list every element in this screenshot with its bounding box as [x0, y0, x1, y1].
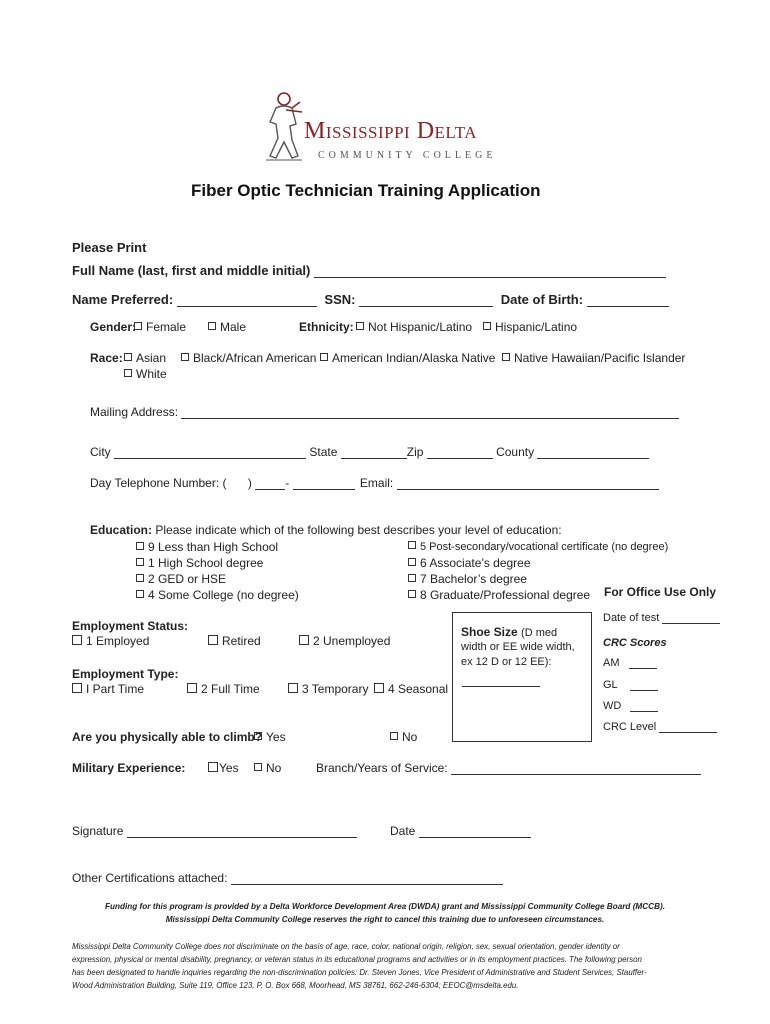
- office-date-of-test: [603, 612, 720, 624]
- form-title: Fiber Optic Technician Training Application: [191, 181, 541, 200]
- wd-field[interactable]: [630, 700, 658, 712]
- checkbox-icon: [72, 683, 82, 693]
- date-of-test-label: Date of test: [603, 612, 660, 624]
- signature-field[interactable]: [127, 826, 357, 838]
- zip-label: Zip: [406, 445, 424, 459]
- edu-opt-1[interactable]: [136, 556, 263, 570]
- office-use-title: For Office Use Only: [604, 585, 717, 599]
- other-cert-field[interactable]: [231, 873, 503, 885]
- ethnicity-not-hispanic-label: Not Hispanic/Latino: [368, 320, 473, 334]
- gender-female[interactable]: [134, 320, 186, 334]
- wd-label: WD: [603, 700, 622, 712]
- edu-opt-8[interactable]: [408, 588, 590, 602]
- dob-field[interactable]: [587, 295, 669, 307]
- climb-no[interactable]: [390, 730, 417, 744]
- edu-opt-1-label: 1 High School degree: [148, 556, 264, 570]
- statesman-figure-icon: [262, 90, 308, 165]
- emp-type-part-time-label: I Part Time: [86, 682, 145, 696]
- logo-name-top: Mississippi Delta: [304, 118, 478, 144]
- funding-line-1: Funding for this program is provided by a Delta Workforce Development Area (DWDA) grant and Mississippi Community College Board (MCCB).: [105, 902, 665, 911]
- military-label: Military Experience:: [72, 761, 186, 775]
- climb-label: Are you physically able to climb?: [72, 730, 263, 744]
- race-black[interactable]: [181, 351, 316, 365]
- race-black-label: Black/African American: [193, 351, 317, 365]
- logo-name-bottom: COMMUNITY COLLEGE: [318, 150, 497, 161]
- edu-opt-4-label: 4 Some College (no degree): [148, 588, 299, 602]
- county-label: County: [496, 445, 535, 459]
- checkbox-icon: [136, 558, 144, 566]
- name-preferred-label: Name Preferred:: [72, 292, 174, 307]
- date-row: [390, 824, 531, 838]
- am-field[interactable]: [629, 657, 657, 669]
- checkbox-icon: [136, 542, 144, 550]
- checkbox-icon: [502, 353, 510, 361]
- education-label: Education:: [90, 523, 152, 537]
- please-print-label: Please Print: [72, 240, 147, 255]
- military-no-label: No: [266, 761, 282, 775]
- checkbox-icon: [288, 683, 298, 693]
- phone-dash: -: [285, 476, 290, 490]
- ethnicity-not-hispanic[interactable]: [356, 320, 472, 334]
- crc-level-label: CRC Level: [603, 721, 657, 733]
- phone-prefix-field[interactable]: [255, 478, 285, 490]
- shoe-size-desc1: (D med: [521, 627, 558, 639]
- shoe-size-desc2: width or EE wide width,: [461, 641, 575, 653]
- city-row: [90, 445, 649, 459]
- edu-opt-5[interactable]: [408, 541, 668, 553]
- checkbox-icon: [408, 558, 416, 566]
- ethnicity-hispanic[interactable]: [483, 320, 577, 334]
- zip-field[interactable]: [427, 447, 493, 459]
- mailing-row: [90, 405, 679, 419]
- emp-status-retired[interactable]: [208, 634, 261, 648]
- gender-label: Gender:: [90, 320, 137, 334]
- crc-level-field[interactable]: [659, 721, 717, 733]
- race-native-hawaiian-label: Native Hawaiian/Pacific Islander: [514, 351, 686, 365]
- full-name-field[interactable]: [314, 266, 666, 278]
- race-american-indian[interactable]: [320, 351, 495, 365]
- email-label: Email:: [359, 476, 394, 490]
- state-field[interactable]: [341, 447, 407, 459]
- emp-type-full-time[interactable]: [187, 682, 260, 696]
- office-am: [603, 657, 657, 669]
- edu-opt-2-label: 2 GED or HSE: [148, 572, 227, 586]
- office-wd: [603, 700, 658, 712]
- gender-male[interactable]: [208, 320, 246, 334]
- date-of-test-field[interactable]: [662, 612, 720, 624]
- military-no[interactable]: [254, 761, 281, 775]
- emp-type-seasonal[interactable]: [374, 682, 448, 696]
- military-yes-label: Yes: [219, 761, 239, 775]
- am-label: AM: [603, 657, 620, 669]
- other-cert-label: Other Certifications attached:: [72, 871, 228, 885]
- checkbox-icon: [408, 590, 416, 598]
- office-crc-scores: CRC Scores: [603, 637, 667, 649]
- nondisc-line-3: has been designated to handle inquiries regarding the non-discrimination policies: Dr. Steven Jones, Vice President of Administrative and Student Services, Stauffer-: [72, 968, 647, 977]
- name-ssn-dob-row: [72, 292, 669, 307]
- state-label: State: [309, 445, 338, 459]
- edu-opt-6-label: 6 Associate’s degree: [420, 556, 531, 570]
- climb-yes[interactable]: [254, 730, 286, 744]
- emp-type-part-time[interactable]: [72, 682, 144, 696]
- city-field[interactable]: [114, 447, 306, 459]
- checkbox-icon: [134, 322, 142, 330]
- college-logo: [262, 90, 502, 165]
- email-field[interactable]: [397, 478, 659, 490]
- gender-female-label: Female: [146, 320, 187, 334]
- ethnicity-hispanic-label: Hispanic/Latino: [495, 320, 578, 334]
- emp-status-unemployed-label: 2 Unemployed: [313, 634, 391, 648]
- checkbox-icon: [124, 369, 132, 377]
- nondisc-line-2: expression, physical or mental disability, pregnancy, or veteran status in its educational programs and activities or in its employment practices. The following person: [72, 955, 642, 964]
- checkbox-icon: [390, 732, 398, 740]
- shoe-size-field[interactable]: [462, 675, 540, 687]
- checkbox-icon: [254, 763, 262, 771]
- checkbox-icon: [254, 732, 262, 740]
- name-preferred-field[interactable]: [177, 295, 317, 307]
- employment-status-label: Employment Status:: [72, 619, 189, 633]
- nondisc-line-1: Mississippi Delta Community College does not discriminate on the basis of age, race, color, national origin, religion, sex, sexual orientation, gender identity or: [72, 942, 620, 951]
- ethnicity-label: Ethnicity:: [299, 320, 354, 334]
- nondisc-line-4: Wood Administration Building, Suite 119, Office 123, P. O. Box 668, Moorhead, MS 38761, 662-246-6304; EEOC@msdelta.edu.: [72, 981, 519, 990]
- checkbox-icon: [136, 590, 144, 598]
- date-field[interactable]: [419, 826, 531, 838]
- checkbox-icon: [72, 635, 82, 645]
- race-label: Race:: [90, 351, 123, 365]
- mailing-label: Mailing Address:: [90, 405, 179, 419]
- race-native-hawaiian[interactable]: [502, 351, 685, 365]
- education-row: [90, 523, 562, 537]
- checkbox-icon: [208, 762, 218, 772]
- gl-field[interactable]: [630, 679, 658, 691]
- shoe-size-label-row: [461, 625, 557, 639]
- edu-opt-6[interactable]: [408, 556, 531, 570]
- phone-row: [90, 476, 659, 490]
- branch-row: [316, 761, 701, 775]
- race-asian[interactable]: [124, 351, 166, 365]
- edu-opt-9-label: 9 Less than High School: [148, 540, 279, 554]
- city-label: City: [90, 445, 111, 459]
- race-white-label: White: [136, 367, 167, 381]
- edu-opt-7[interactable]: [408, 572, 527, 586]
- other-cert-row: [72, 871, 503, 885]
- date-label: Date: [390, 824, 416, 838]
- dob-label: Date of Birth:: [500, 292, 584, 307]
- office-crc-level: [603, 721, 717, 733]
- emp-status-retired-label: Retired: [222, 634, 261, 648]
- checkbox-icon: [408, 574, 416, 582]
- edu-opt-2[interactable]: [136, 572, 226, 586]
- checkbox-icon: [483, 322, 491, 330]
- signature-label: Signature: [72, 824, 124, 838]
- ssn-label: SSN:: [324, 292, 356, 307]
- emp-status-employed-label: 1 Employed: [86, 634, 150, 648]
- office-gl: [603, 679, 658, 691]
- shoe-size-label: Shoe Size: [461, 625, 518, 639]
- edu-opt-5-label: 5 Post-secondary/vocational certificate (no degree): [420, 541, 669, 553]
- emp-status-employed[interactable]: [72, 634, 149, 648]
- checkbox-icon: [356, 322, 364, 330]
- funding-line-2: Mississippi Delta Community College reserves the right to cancel this training due to unforeseen circumstances.: [165, 915, 605, 924]
- edu-opt-4[interactable]: [136, 588, 299, 602]
- emp-status-unemployed[interactable]: [299, 634, 390, 648]
- full-name-row: [72, 263, 666, 278]
- emp-type-temporary[interactable]: [288, 682, 368, 696]
- edu-opt-8-label: 8 Graduate/Professional degree: [420, 588, 591, 602]
- checkbox-icon: [124, 353, 132, 361]
- checkbox-icon: [299, 635, 309, 645]
- emp-type-seasonal-label: 4 Seasonal: [388, 682, 449, 696]
- checkbox-icon: [208, 635, 218, 645]
- checkbox-icon: [181, 353, 189, 361]
- race-white[interactable]: [124, 367, 167, 381]
- mailing-field[interactable]: [181, 407, 679, 419]
- edu-opt-9[interactable]: [136, 540, 278, 554]
- checkbox-icon: [320, 353, 328, 361]
- phone-line-field[interactable]: [293, 478, 355, 490]
- education-prompt: Please indicate which of the following best describes your level of education:: [155, 523, 562, 537]
- military-yes[interactable]: [208, 761, 239, 775]
- phone-label: Day Telephone Number: (: [90, 476, 227, 490]
- branch-label: Branch/Years of Service:: [316, 761, 448, 775]
- emp-type-full-time-label: 2 Full Time: [201, 682, 260, 696]
- climb-yes-label: Yes: [266, 730, 286, 744]
- climb-no-label: No: [402, 730, 418, 744]
- gender-male-label: Male: [220, 320, 247, 334]
- phone-sep: ): [247, 476, 252, 490]
- ssn-field[interactable]: [359, 295, 493, 307]
- race-asian-label: Asian: [136, 351, 167, 365]
- full-name-label: Full Name (last, first and middle initial): [72, 263, 311, 278]
- employment-type-label: Employment Type:: [72, 667, 179, 681]
- signature-row: [72, 824, 357, 838]
- checkbox-icon: [208, 322, 216, 330]
- emp-type-temporary-label: 3 Temporary: [302, 682, 369, 696]
- branch-field[interactable]: [451, 763, 701, 775]
- checkbox-icon: [374, 683, 384, 693]
- gl-label: GL: [603, 679, 618, 691]
- checkbox-icon: [408, 541, 416, 549]
- shoe-size-desc3: ex 12 D or 12 EE):: [461, 656, 552, 668]
- checkbox-icon: [187, 683, 197, 693]
- edu-opt-7-label: 7 Bachelor’s degree: [420, 572, 527, 586]
- checkbox-icon: [136, 574, 144, 582]
- race-american-indian-label: American Indian/Alaska Native: [332, 351, 496, 365]
- county-field[interactable]: [537, 447, 649, 459]
